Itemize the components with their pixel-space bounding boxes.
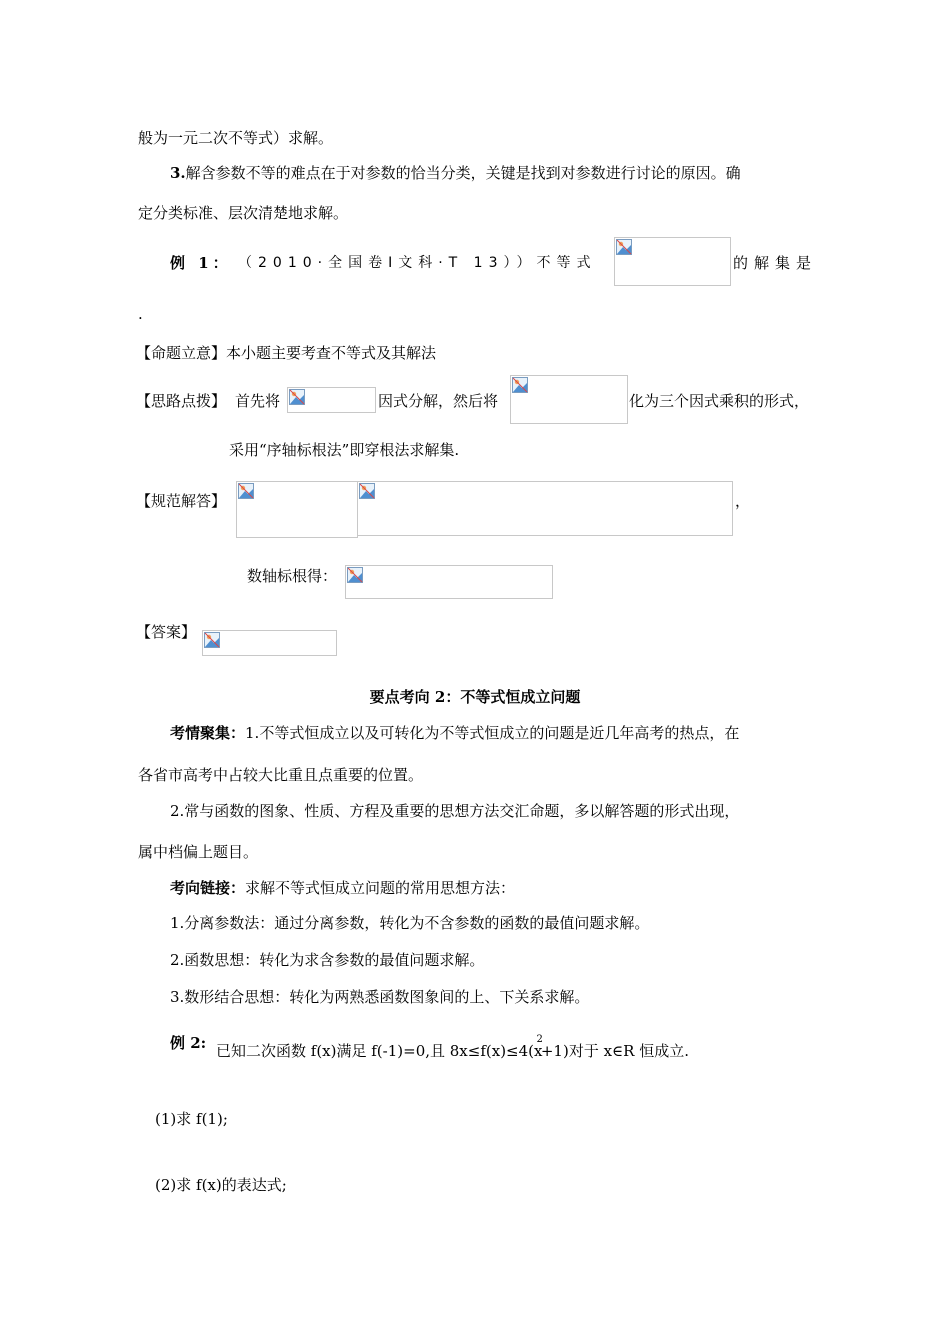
broken-image-icon (289, 389, 305, 405)
broken-image-icon (238, 483, 254, 499)
answer-label: 【答案】 (136, 623, 197, 641)
text-line-1: 般为一元二次不等式）求解。 (138, 129, 334, 147)
kaoxiang-text: 求解不等式恒成立问题的常用思想方法： (245, 879, 516, 897)
shuzhou-text: 数轴标根得： (247, 567, 338, 585)
method-1: 1.分离参数法：通过分离参数，转化为不含参数的函数的最值问题求解。 (170, 914, 650, 932)
example-1-source: （2010·全国卷Ⅰ文科·T 13））不等式 (238, 255, 597, 271)
silu-label: 【思路点拨】 (136, 392, 227, 410)
silu-text-a: 首先将 (235, 392, 281, 410)
exponent: 2 (536, 1034, 543, 1045)
example-2-label: 例 2: (170, 1034, 207, 1052)
method-2: 2.函数思想：转化为求含参数的最值问题求解。 (170, 951, 485, 969)
guifan-label: 【规范解答】 (136, 492, 227, 510)
silu-text-2: 采用“序轴标根法”即穿根法求解集. (229, 441, 460, 459)
example-2-text-a: 已知二次函数 f(x)满足 f(-1)=0,且 8x≤f(x)≤4(x (216, 1042, 543, 1060)
example-1-tail: 的解集是 (733, 254, 818, 272)
text-line-3: 定分类标准、层次清楚地求解。 (138, 204, 349, 222)
formula-image (236, 481, 358, 538)
number-line-image (345, 565, 553, 599)
kaoqing-line-1b: 各省市高考中占较大比重且点重要的位置。 (138, 766, 424, 784)
question-1: (1)求 f(1); (155, 1110, 228, 1128)
guifan-comma: ， (735, 492, 751, 510)
kaoqing-line-1 (170, 723, 739, 743)
kaoqing-line-2: 2.常与函数的图象、性质、方程及重要的思想方法交汇命题，多以解答题的形式出现， (170, 802, 740, 820)
section-heading (0, 687, 950, 707)
kaoqing-text-1: 1.不等式恒成立以及可转化为不等式恒成立的问题是近几年高考的热点，在 (245, 724, 740, 742)
method-3: 3.数形结合思想：转化为两熟悉函数图象间的上、下关系求解。 (170, 988, 590, 1006)
item-number: 3. (170, 164, 186, 182)
mingti-label: 【命题立意】 (136, 344, 227, 362)
kaoxiang-line (170, 878, 515, 898)
formula-image (614, 237, 731, 286)
kaoqing-label: 考情聚集： (170, 724, 246, 742)
example-1-label: 例 1： (170, 254, 232, 272)
broken-image-icon (204, 632, 220, 648)
mingti-line (136, 343, 436, 363)
broken-image-icon (512, 377, 528, 393)
item-text: 解含参数不等的难点在于对参数的恰当分类，关键是找到对参数进行讨论的原因。确 (185, 164, 741, 182)
example-2-text-b: +1)对于 x∈R 恒成立. (540, 1042, 689, 1060)
question-2: (2)求 f(x)的表达式; (155, 1176, 287, 1194)
broken-image-icon (616, 239, 632, 255)
silu-text-b: 因式分解，然后将 (378, 392, 499, 410)
formula-image (510, 375, 628, 424)
mingti-text: 本小题主要考查不等式及其解法 (226, 344, 437, 362)
example-2-text (216, 1034, 689, 1064)
answer-image (202, 630, 337, 656)
formula-image (357, 481, 733, 536)
text-line-2 (170, 163, 741, 183)
kaoqing-line-2b: 属中档偏上题目。 (138, 843, 259, 861)
kaoxiang-label: 考向链接： (170, 879, 246, 897)
answer-blank: . (138, 305, 143, 323)
broken-image-icon (347, 567, 363, 583)
silu-text-c: 化为三个因式乘积的形式， (629, 392, 810, 410)
formula-image (287, 387, 376, 413)
broken-image-icon (359, 483, 375, 499)
section-heading-text: 要点考向 2：不等式恒成立问题 (369, 688, 581, 706)
